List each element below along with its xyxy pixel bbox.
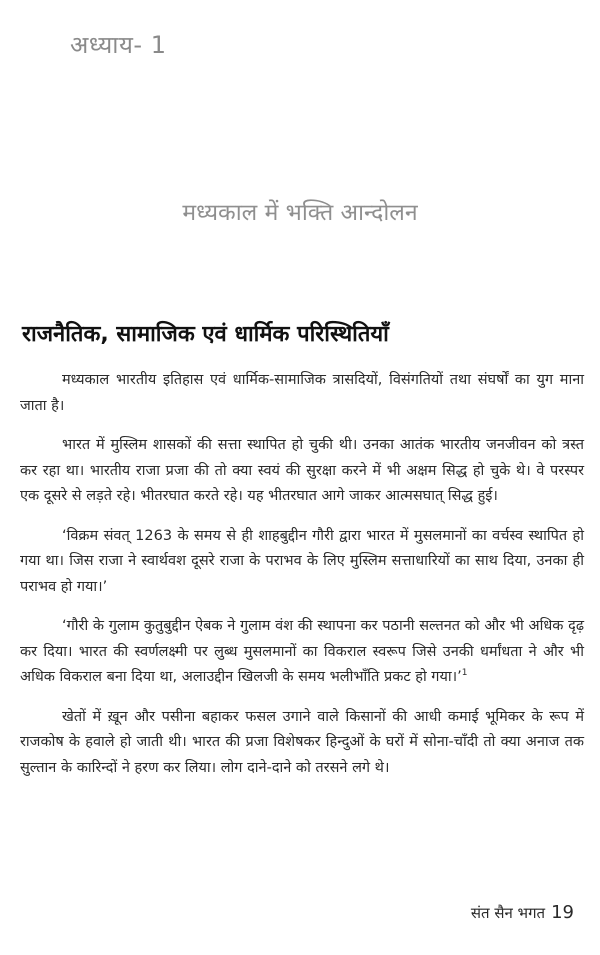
paragraph-4-text: ‘गौरी के गुलाम कुतुबुद्दीन ऐबक ने गुलाम वंश की स्थापना कर पठानी सल्तनत को और भी अधिक दृढ़ कर दिया। भारत की स्वर्णलक्ष्मी पर लुब्ध मुसलमानों का विकराल स्वरूप जिसे उनकी धर्मांधता ने और भी अधिक विकराल बना दिया था, अलाउद्दीन खिलजी के समय भलीभाँति प्रकट हो गया।’ bbox=[20, 618, 584, 685]
page-number: 19 bbox=[551, 902, 574, 923]
paragraph-3-text: ‘विक्रम संवत् 1263 के समय से ही शाहबुद्दीन गौरी द्वारा भारत में मुसलमानों का वर्चस्व स्थापित हो गया था। जिस राजा ने स्वार्थवश दूसरे राजा के पराभव के लिए मुस्लिम सत्ताधारियों का साथ दिया, उनका ही पराभव हो गया।’ bbox=[20, 527, 584, 595]
paragraph-5 bbox=[20, 705, 584, 782]
chapter-label: अध्याय- 1 bbox=[70, 31, 167, 59]
paragraph-1-text: मध्यकाल भारतीय इतिहास एवं धार्मिक-सामाजिक त्रासदियों, विसंगतियों तथा संघर्षों का युग माना जाता है। bbox=[20, 372, 584, 414]
footer-book-title: संत सैन भगत bbox=[470, 904, 546, 922]
paragraph-2-text: भारत में मुस्लिम शासकों की सत्ता स्थापित हो चुकी थी। उनका आतंक भारतीय जनजीवन को त्रस्त कर रहा था। भारतीय राजा प्रजा की तो क्या स्वयं की सुरक्षा करने में भी अक्षम सिद्ध हो चुके थे। वे परस्पर एक दूसरे से लड़ते रहे। भीतरघात करते रहे। यह भीतरघात आगे जाकर आत्मसघात् सिद्ध हुई। bbox=[20, 437, 584, 504]
footnote-marker: 1 bbox=[461, 668, 468, 679]
paragraph-5-text: खेतों में ख़ून और पसीना बहाकर फसल उगाने वाले किसानों की आधी कमाई भूमिकर के रूप में राजकोष के हवाले हो जाती थी। भारत की प्रजा विशेषकर हिन्दुओं के घरों में सोना-चाँदी तो क्या अनाज तक सुल्तान के कारिन्दों ने हरण कर लिया। लोग दाने-दाने को तरसने लगे थे। bbox=[20, 708, 584, 776]
page-footer bbox=[471, 902, 574, 923]
paragraph-1 bbox=[20, 368, 584, 419]
section-heading: राजनैतिक, सामाजिक एवं धार्मिक परिस्थितियाँ bbox=[22, 322, 389, 347]
body-text bbox=[20, 368, 584, 795]
paragraph-3 bbox=[20, 524, 584, 601]
chapter-title: मध्यकाल में भक्ति आन्दोलन bbox=[182, 200, 418, 226]
paragraph-4 bbox=[20, 614, 584, 691]
paragraph-2 bbox=[20, 433, 584, 510]
